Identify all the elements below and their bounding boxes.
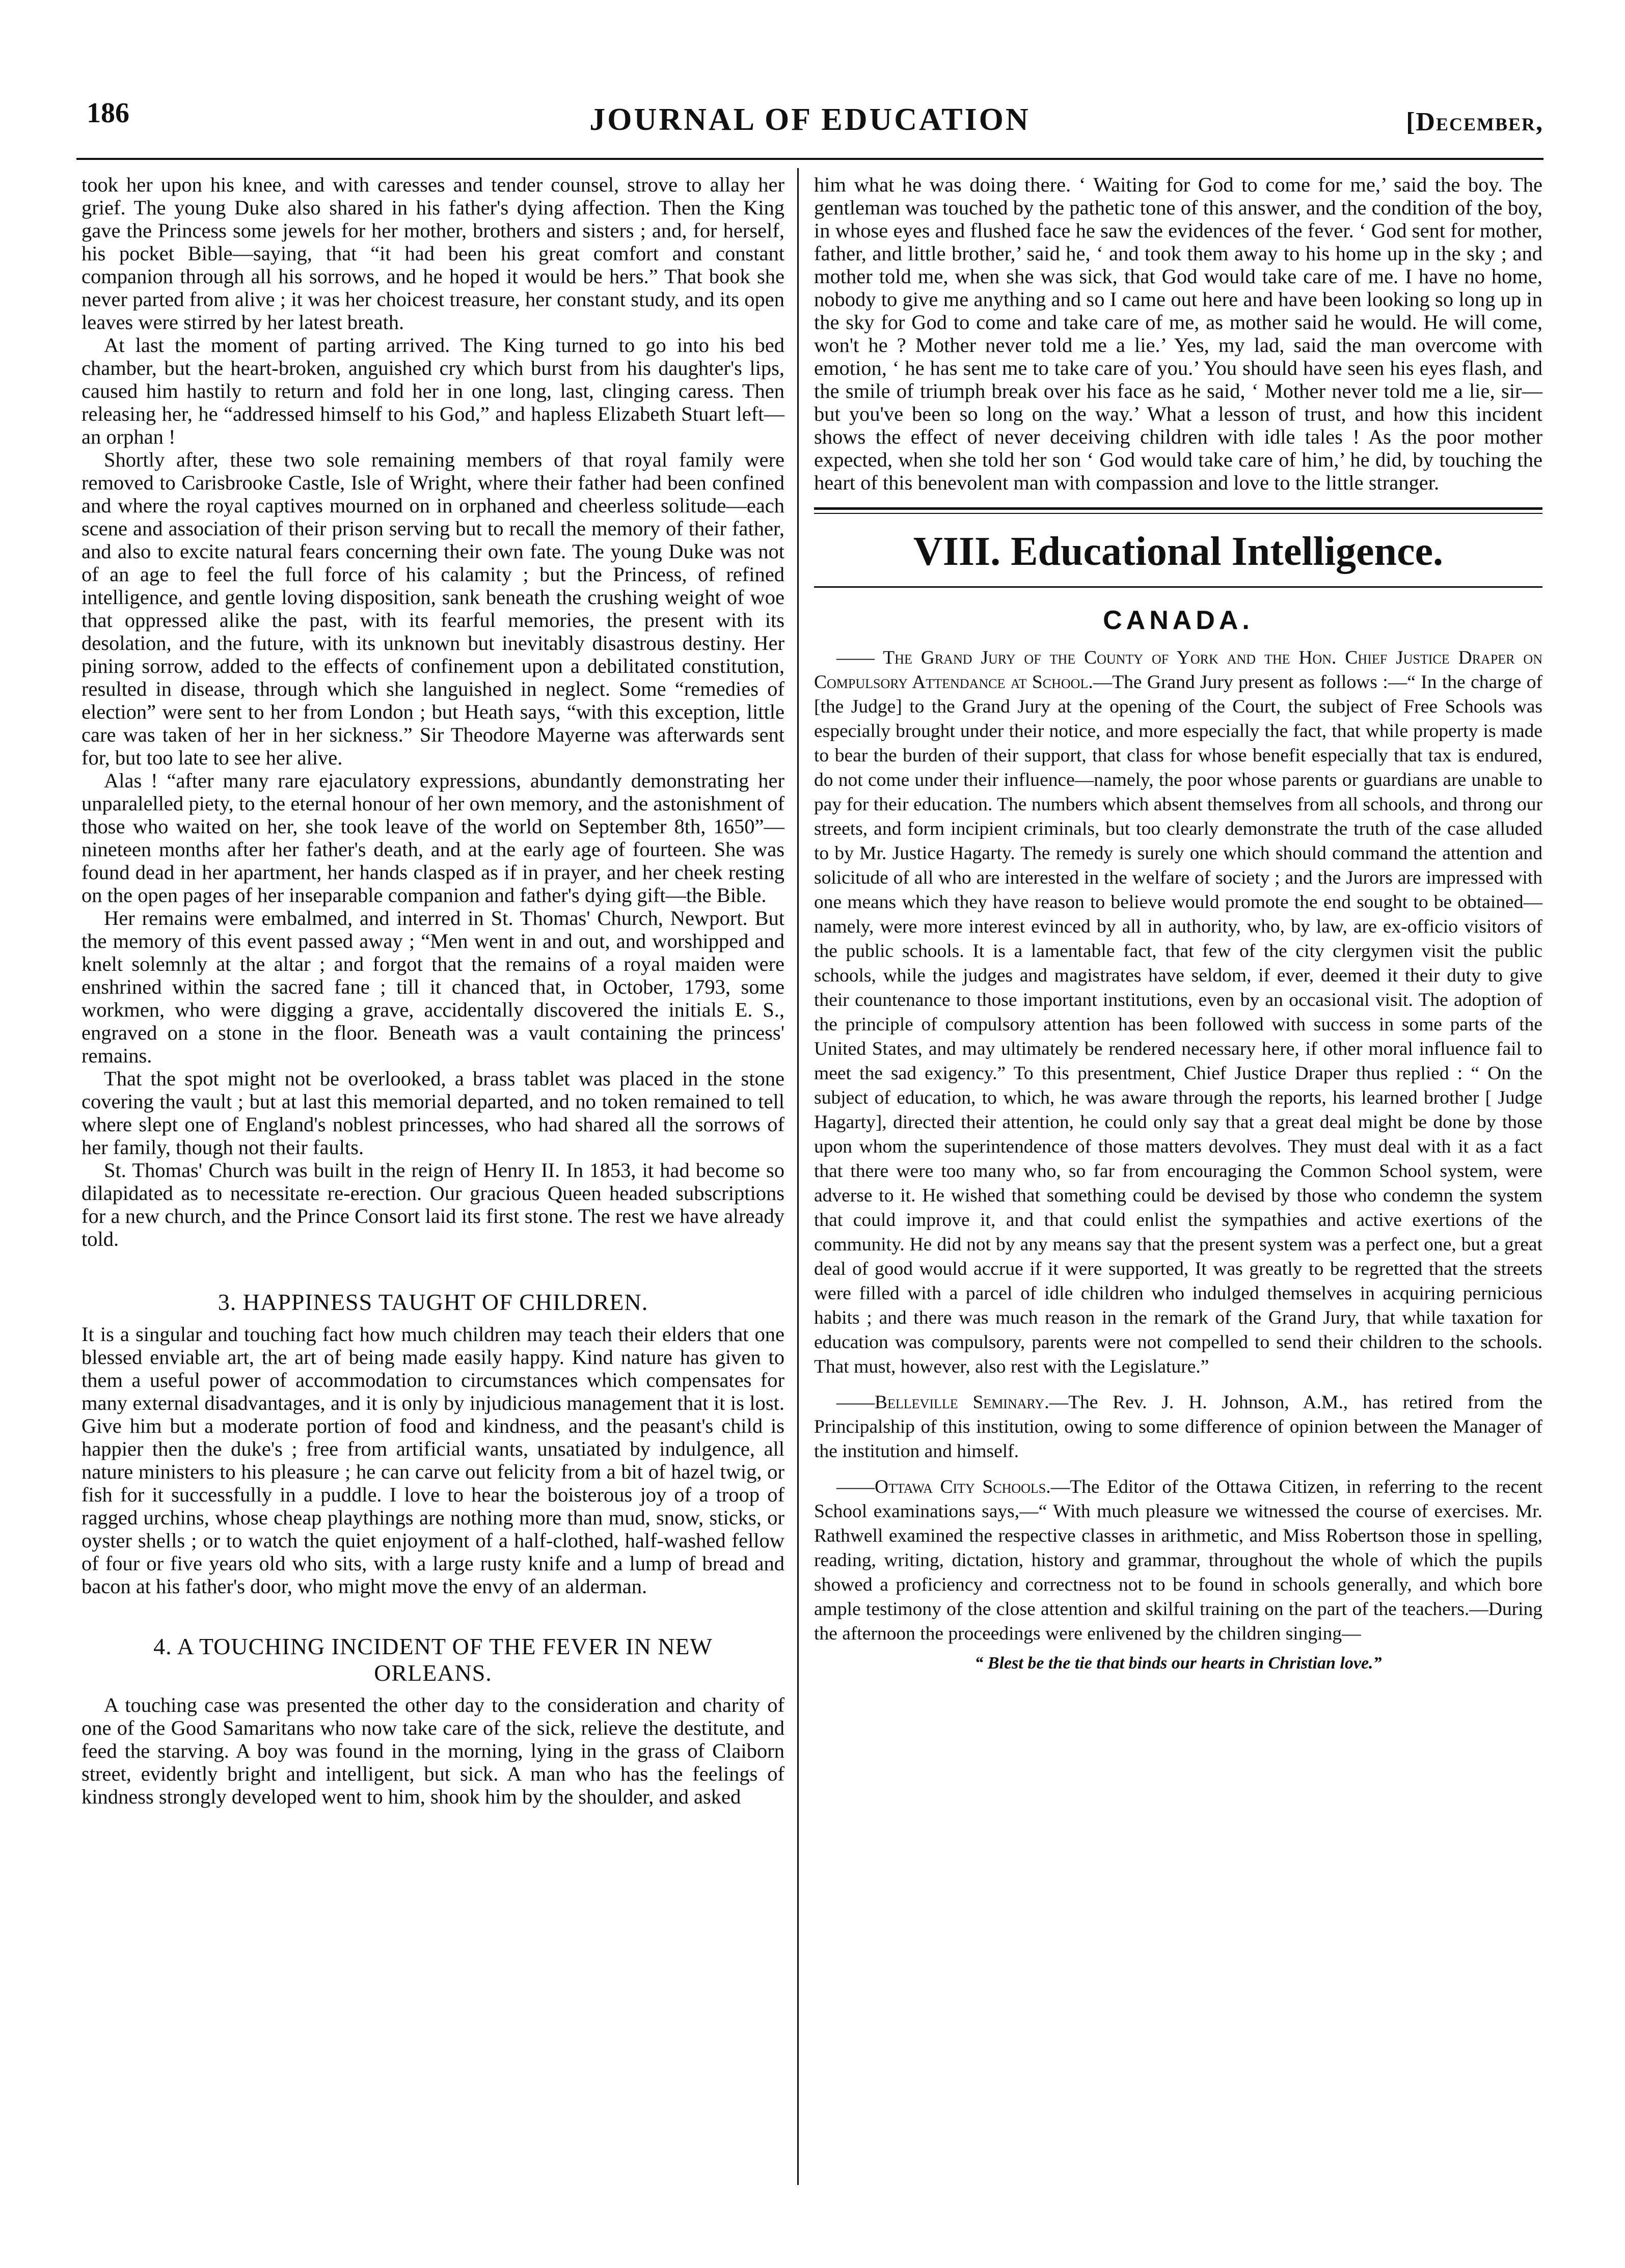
paragraph: St. Thomas' Church was built in the reign of Henry II. In 1853, it had become so dilapidated as to necessitate re-erection. Our gracious Queen headed subscriptions for a new church, and the Prince Consort laid its first stone. The rest we have already told. [82, 1159, 784, 1250]
right-column [814, 173, 1542, 1676]
news-item [814, 646, 1542, 1379]
header-rule [76, 158, 1543, 160]
news-item-body: —The Rev. J. H. Johnson, A.M., has retired from the Principalship of this institution, owing to some difference of opinion between the Manager of the institution and himself. [814, 1392, 1542, 1462]
paragraph: It is a singular and touching fact how much children may teach their elders that one blessed enviable art, the art of being made easily happy. Kind nature has given to them a useful power of accommodation to circumstances which compensates for many external disadvantages, and it is only by injudicious management that it is lost. Give him but a moderate portion of food and kindness, and the peasant's child is happier then the duke's ; free from artificial wants, unsatiated by indulgence, all nature ministers to his pleasure ; he can carve out felicity from a bit of hazel twig, or fish for it successfully in a puddle. I love to hear the boisterous joy of a troop of ragged urchins, whose cheap playthings are nothing more than mud, snow, sticks, or oyster shells ; or to watch the quiet enjoyment of a half-clothed, half-washed fellow of four or five years old who sits, with a large rusty knife and a lump of bread and bacon at his father's door, who might move the envy of an alderman. [82, 1323, 784, 1598]
paragraph: Her remains were embalmed, and interred in St. Thomas' Church, Newport. But the memory of this event passed away ; “Men went in and out, and worshipped and knelt solemnly at the altar ; and forgot that the remains of a royal maiden were enshrined within the sacred fane ; till it chanced that, in October, 1793, some workmen, who were digging a grave, accidentally discovered the initials E. S., engraved on a stone in the floor. Beneath was a vault containing the princess' remains. [82, 907, 784, 1067]
paragraph: took her upon his knee, and with caresses and tender counsel, strove to allay her grief. The young Duke also shared in his father's dying affection. Then the King gave the Princess some jewels for her mother, brothers and sisters ; and, for herself, his pocket Bible—saying, that “it had been his great comfort and constant companion through all his sorrows, and he hoped it would be hers.” That book she never parted from alive ; it was her choicest treasure, her constant study, and its open leaves were stirred by her latest breath. [82, 173, 784, 334]
column-divider [797, 168, 799, 2185]
news-item-body: —The Editor of the Ottawa Citizen, in referring to the recent School examinations says,—“ With much pleasure we witnessed the course of exercises. Mr. Rathwell examined the respective classes in arithmetic, and Miss Robertson those in spelling, reading, writing, dictation, history and grammar, throughout the whole of which the pupils showed a proficiency and correctness not to be found in schools generally, and which bore ample testimony of the close attention and skilful training on the part of the teachers.—During the afternoon the proceedings were enlivened by the children singing— [814, 1477, 1543, 1644]
page-header [76, 92, 1543, 153]
part-heading: VIII. Educational Intelligence. [913, 529, 1444, 574]
paragraph: At last the moment of parting arrived. The King turned to go into his bed chamber, but the heart-broken, anguished cry which burst from his daughter's lips, caused him hastily to return and fold her in one long, last, clinging caress. Then releasing her, he “addressed himself to his God,” and hapless Elizabeth Stuart left—an orphan ! [82, 334, 784, 448]
page-number: 186 [87, 97, 129, 129]
section-heading-touching-incident: 4. A TOUCHING INCIDENT OF THE FEVER IN NEW ORLEANS. [153, 1633, 713, 1686]
region-heading: CANADA. [1103, 606, 1254, 635]
section-rule [814, 586, 1542, 588]
news-item [814, 1475, 1542, 1646]
section-double-rule [814, 507, 1542, 514]
left-column [82, 173, 784, 1808]
paragraph: A touching case was presented the other day to the consideration and charity of one of the Good Samaritans who now take care of the sick, relieve the destitute, and feed the starving. A boy was found in the morning, lying in the grass of Claiborn street, evidently bright and intelligent, but sick. A man who has the feelings of kindness strongly developed went to him, shook him by the shoulder, and asked [82, 1693, 784, 1808]
news-item-heading: ——Ottawa City Schools. [836, 1477, 1051, 1497]
hymn-quote: “ Blest be the tie that binds our hearts in Christian love.” [974, 1654, 1382, 1673]
news-item-heading: —— The Grand Jury of the County of York and the Hon. Chief Justice Draper on Compulsory Attendance at School. [814, 647, 1542, 693]
paragraph: Shortly after, these two sole remaining members of that royal family were removed to Carisbrooke Castle, Isle of Wright, where their father had been confined and where the royal captives mourned on in orphaned and cheerless solitude—each scene and association of their prison serving but to recall the memory of their father, and also to excite natural fears concerning their own fate. The young Duke was not of an age to feel the full force of his calamity ; but the Princess, of refined intelligence, and gentle loving disposition, sank beneath the crushing weight of woe that oppressed alike the past, with its fearful memories, the present with its desolation, and the future, with its unknown but inevitably disastrous destiny. Her pining sorrow, added to the effects of confinement upon a debilitated constitution, resulted in disease, through which she languished in neglect. Some “remedies of election” were sent to her from London ; but Heath says, “with this exception, little care was taken of her in her sickness.” Sir Theodore Mayerne was afterwards sent for, but too late to see her alive. [82, 448, 784, 769]
news-item-heading: ——Belleville Seminary. [836, 1392, 1049, 1413]
paragraph: That the spot might not be overlooked, a brass tablet was placed in the stone covering the vault ; but at last this memorial departed, and no token remained to tell where slept one of England's noblest princesses, who had shared all the sorrows of her family, though not their faults. [82, 1067, 784, 1159]
section-heading-happiness: 3. HAPPINESS TAUGHT OF CHILDREN. [218, 1289, 648, 1315]
paragraph: him what he was doing there. ‘ Waiting for God to come for me,’ said the boy. The gentleman was touched by the pathetic tone of this answer, and the condition of the boy, in whose eyes and flushed face he saw the evidences of the fever. ‘ God sent for mother, father, and little brother,’ said he, ‘ and took them away to his home up in the sky ; and mother told me, when she was sick, that God would take care of me. I have no home, nobody to give me anything and so I came out here and have been looking so long up in the sky for God to come and take care of me, as mother said he would. He will come, won't he ? Mother never told me a lie.’ Yes, my lad, said the man overcome with emotion, ‘ he has sent me to take care of you.’ You should have seen his eyes flash, and the smile of triumph break over his face as he said, ‘ Mother never told me a lie, sir—but you've been so long on the way.’ What a lesson of trust, and how this incident shows the effect of never deceiving children with idle tales ! As the poor mother expected, when she told her son ‘ God would take care of him,’ he did, by touching the heart of this benevolent man with compassion and love to the little stranger. [814, 173, 1542, 494]
paragraph: Alas ! “after many rare ejaculatory expressions, abundantly demonstrating her unparalelled piety, to the eternal honour of her own memory, and the astonishment of those who waited on her, she took leave of the world on September 8th, 1650”—nineteen months after her father's death, and at the early age of fourteen. She was found dead in her apartment, her hands clasped as if in prayer, and her cheek resting on the open pages of her inseparable companion and father's dying gift—the Bible. [82, 769, 784, 907]
running-month: [December, [1406, 107, 1543, 136]
news-item-body: —The Grand Jury present as follows :—“ In the charge of [the Judge] to the Grand Jury at the opening of the Court, the subject of Free Schools was especially brought under their notice, and more especially the fact, that while property is made to bear the burden of their support, that class for whose benefit especially that tax is endured, do not come under their influence—namely, the poor whose parents or guardians are unable to pay for their education. The numbers which absent themselves from all schools, and throng our streets, and form incipient criminals, but too clearly demonstrate the truth of the case alluded to by Mr. Justice Hagarty. The remedy is surely one which should command the attention and solicitude of all who are interested in the welfare of society ; and the Jurors are impressed with one means which they have reason to believe would promote the end sought to be obtained—namely, were more interest evinced by all in authority, who, by law, are ex-officio visitors of the public schools. It is a lamentable fact, that few of the city clergymen visit the public schools, while the judges and magistrates have seldom, if ever, deemed it their duty to give their countenance to those important institutions, even by an occasional visit. The adoption of the principle of compulsory attention has been followed with success in some parts of the United States, and may ultimately be rendered necessary here, if other moral influence fail to meet the sad exigency.” To this presentment, Chief Justice Draper thus replied : “ On the subject of education, to which, he was aware through the reports, his learned brother [ Judge Hagarty], directed their attention, he could only say that a great deal might be done by those upon whom the superintendence of those matters devolves. They must deal with it as a fact that there were too many who, so far from encouraging the Common School system, were adverse to it. He wished that something could be devised by those who condemn the system that could improve it, and that could enlist the sympathies and active exertions of the community. He did not by any means say that the present system was a perfect one, but a great deal of good would accrue if it were supported, It was greatly to be regretted that the streets were filled with a parcel of idle children who indulged themselves in acquiring pernicious habits ; and there was much reason in the remark of the Grand Jury, that while taxation for education was compulsory, parents were not compelled to send their children to the schools. That must, however, also rest with the Legislature.” [814, 672, 1542, 1377]
news-item [814, 1390, 1542, 1464]
running-title: JOURNAL OF EDUCATION [589, 102, 1031, 137]
